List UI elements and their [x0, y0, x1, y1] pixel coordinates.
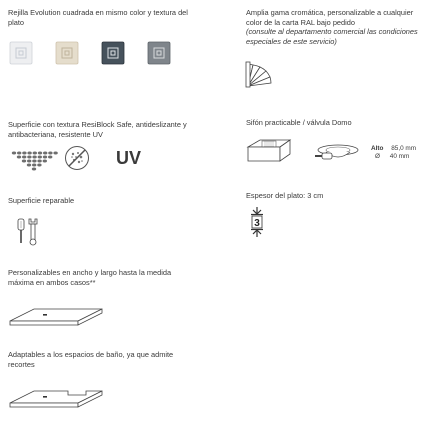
gama-condition: (consulte al departamento comercial las condiciones especiales de este servicio)	[246, 27, 418, 46]
texture-icon	[10, 150, 60, 172]
personalizables-text: Personalizables en ancho y largo hasta la medida máxima en ambos casos**	[8, 268, 172, 287]
texture-dot	[32, 168, 36, 171]
reparable-text: Superficie reparable	[8, 196, 75, 205]
texture-dot	[17, 152, 21, 155]
texture-dot	[37, 160, 41, 163]
texture-dot	[33, 152, 37, 155]
texture-dot	[22, 156, 26, 159]
texture-dot	[48, 156, 52, 159]
spec-diam-label: Ø	[375, 153, 380, 160]
superficie-text: Superficie con textura ResiBlock Safe, antideslizante y antibacteriana, resistente UV	[8, 120, 187, 139]
wrench-icon	[26, 217, 40, 247]
uv-label: UV	[116, 148, 142, 168]
feature-reparable	[8, 196, 198, 206]
feature-espesor	[246, 191, 426, 201]
texture-dot	[32, 160, 36, 163]
grid-swatch-icon	[148, 42, 170, 64]
texture-dot	[48, 152, 52, 155]
thickness-icon	[247, 206, 267, 238]
grid-swatch-icon	[102, 42, 124, 64]
texture-dot	[38, 156, 42, 159]
texture-dot	[53, 152, 57, 155]
valve-icon	[312, 142, 368, 166]
antibacterial-icon	[64, 145, 90, 171]
rejilla-text: Rejilla Evolution cuadrada en mismo color y textura del plato	[8, 8, 188, 27]
feature-sifon	[246, 118, 426, 128]
texture-dot	[22, 152, 26, 155]
texture-dot	[17, 156, 21, 159]
gama-text: Amplia gama cromática, personalizable a cualquier color de la carta RAL bajo pedido	[246, 8, 414, 27]
feature-adaptables	[8, 350, 188, 369]
siphon-specs	[371, 145, 416, 160]
texture-dot	[32, 164, 36, 167]
texture-dot	[43, 160, 47, 163]
texture-dot	[27, 160, 31, 163]
feature-gama	[246, 8, 426, 46]
feature-superficie	[8, 120, 198, 139]
texture-dot	[38, 152, 42, 155]
texture-dot	[12, 152, 16, 155]
grid-swatch-icon	[56, 42, 78, 64]
texture-dot	[27, 164, 31, 167]
sifon-text: Sifón practicable / válvula Domo	[246, 118, 352, 127]
grid-swatch-icon	[10, 42, 32, 64]
espesor-text: Espesor del plato: 3 cm	[246, 191, 324, 200]
color-fan-icon	[244, 60, 276, 90]
feature-personalizables	[8, 268, 188, 287]
spec-alto-value: 85,0 mm	[391, 145, 417, 152]
texture-dot	[43, 152, 47, 155]
adaptables-text: Adaptables a los espacios de baño, ya que admite recortes	[8, 350, 174, 369]
texture-dot	[27, 152, 31, 155]
thickness-value: 3	[254, 218, 260, 229]
tray-siphon-icon	[244, 135, 296, 169]
spec-diam-value: 40 mm	[389, 153, 410, 160]
swatch-row	[8, 40, 178, 68]
texture-dot	[27, 156, 31, 159]
texture-dot	[37, 164, 41, 167]
texture-dot	[22, 160, 26, 163]
texture-dot	[43, 156, 47, 159]
tray-slab-icon	[8, 305, 104, 331]
feature-rejilla	[8, 8, 203, 27]
spec-alto-label: Alto	[371, 145, 384, 152]
tray-cutout-icon	[8, 387, 104, 413]
texture-dot	[32, 156, 36, 159]
uv-icon	[108, 147, 156, 169]
